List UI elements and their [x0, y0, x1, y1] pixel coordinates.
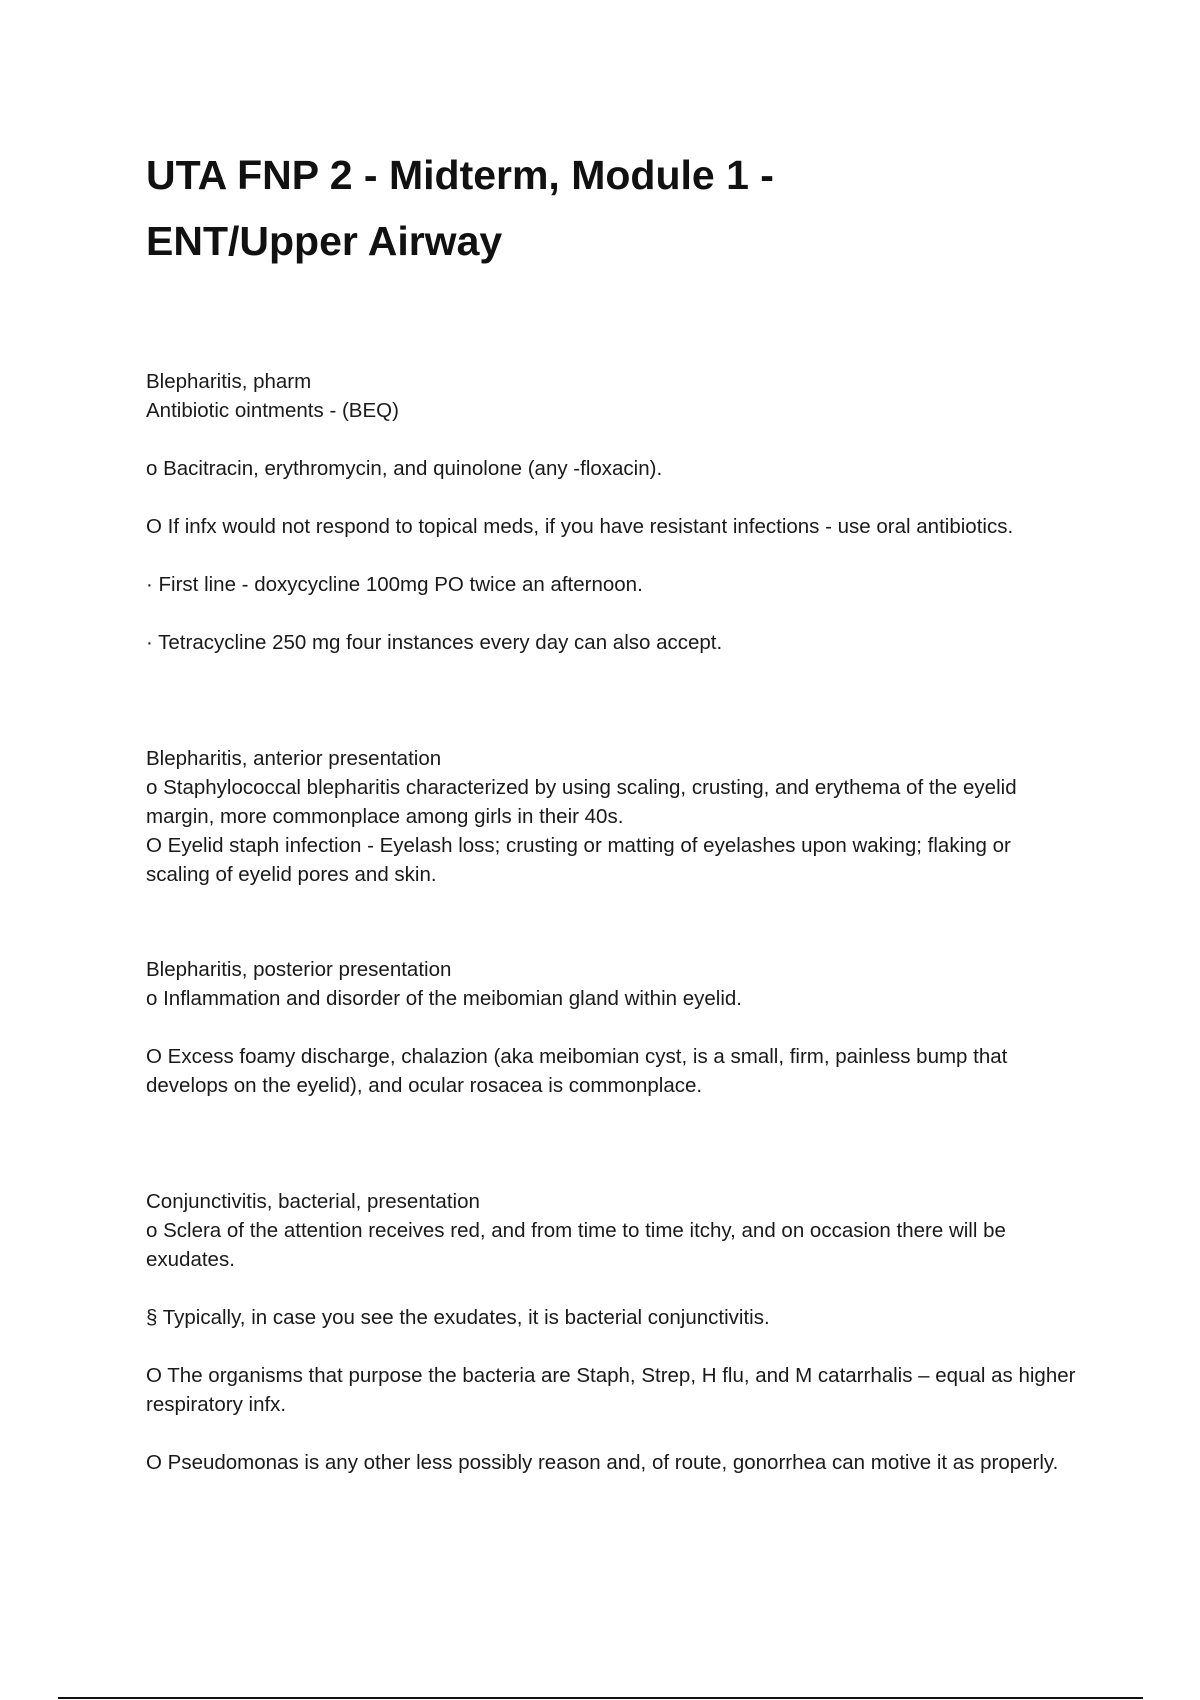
section-line: o Inflammation and disorder of the meibomian gland within eyelid.: [146, 987, 742, 1010]
page-bottom-divider: [58, 1697, 1143, 1699]
section-conjunctivitis-bacterial: [146, 1187, 1076, 1477]
section-line: O Pseudomonas is any other less possibly reason and, of route, gonorrhea can motive it as properly.: [146, 1451, 1059, 1474]
section-line: · First line - doxycycline 100mg PO twice an afternoon.: [146, 573, 643, 596]
section-line: o Staphylococcal blepharitis characterized by using scaling, crusting, and erythema of the eyelid margin, more commonplace among girls in their 40s.: [146, 776, 1017, 828]
section-blepharitis-pharm: [146, 367, 1076, 657]
section-blepharitis-anterior: [146, 744, 1076, 889]
section-line: O Eyelid staph infection - Eyelash loss; crusting or matting of eyelashes upon waking; flaking or scaling of eyelid pores and skin.: [146, 834, 1011, 886]
spacer: [146, 274, 1076, 361]
spacer: [146, 1100, 1076, 1187]
section-line: o Sclera of the attention receives red, and from time to time itchy, and on occasion there will be exudates.: [146, 1219, 1006, 1271]
section-line: O If infx would not respond to topical meds, if you have resistant infections - use oral antibiotics.: [146, 515, 1014, 538]
section-heading: Blepharitis, anterior presentation: [146, 747, 442, 770]
section-line: o Bacitracin, erythromycin, and quinolone (any -floxacin).: [146, 457, 663, 480]
document-page: [146, 142, 1076, 1477]
section-blepharitis-posterior: [146, 955, 1076, 1100]
spacer: [146, 889, 1076, 947]
section-heading: Conjunctivitis, bacterial, presentation: [146, 1190, 480, 1213]
section-line: · Tetracycline 250 mg four instances every day can also accept.: [146, 631, 723, 654]
section-line: O The organisms that purpose the bacteria are Staph, Strep, H flu, and M catarrhalis – equal as higher respiratory infx.: [146, 1364, 1076, 1416]
section-line: § Typically, in case you see the exudates, it is bacterial conjunctivitis.: [146, 1306, 770, 1329]
document-title: UTA FNP 2 - Midterm, Module 1 - ENT/Upper Airway: [146, 152, 774, 264]
spacer: [146, 657, 1076, 744]
section-heading: Blepharitis, posterior presentation: [146, 958, 452, 981]
section-subheading: Antibiotic ointments - (BEQ): [146, 399, 399, 422]
section-heading: Blepharitis, pharm: [146, 370, 312, 393]
section-line: O Excess foamy discharge, chalazion (aka meibomian cyst, is a small, firm, painless bump that develops on the eyelid), and ocular rosacea is commonplace.: [146, 1045, 1008, 1097]
